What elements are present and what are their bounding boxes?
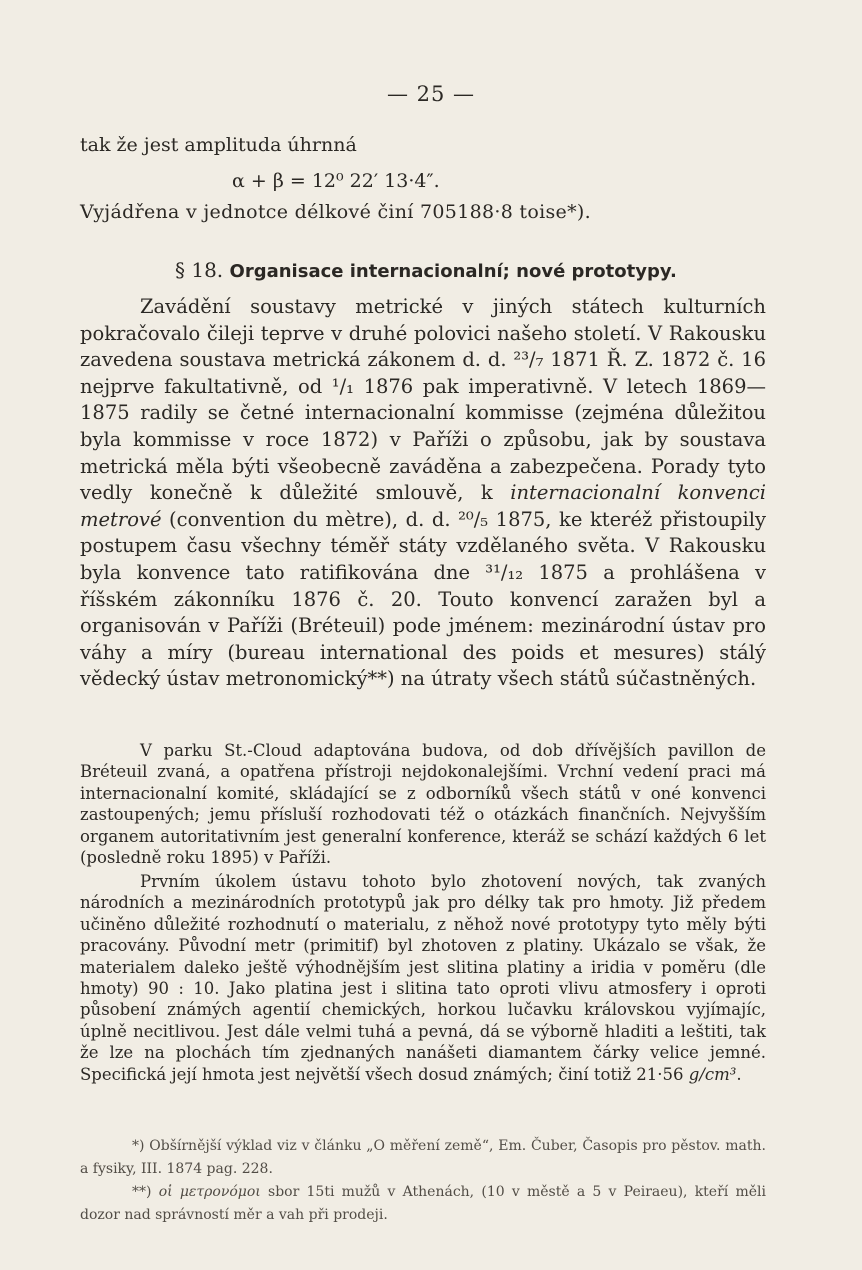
- paragraph-3: [80, 871, 766, 1085]
- paragraph-2: V parku St.-Cloud adaptována budova, od dob dřívějších pavillon de Bréteuil zvaná, a opatřena přístroji nejdokonalejšími. Vrchní vedení praci má internacionalní komité, skládající se z odborníků všech států v oné konvenci zastoupených; jemu přísluší rozhodovati též o otázkách finančních. Nejvyšším organem autoritativním jest generalní konference, kteráž se schází každých 6 let (posledně roku 1895) v Paříži.: [80, 741, 766, 868]
- intro-line: tak že jest amplituda úhrnná: [80, 134, 357, 156]
- footnote-2: [80, 1181, 766, 1227]
- expressed-line: Vyjádřena v jednotce délkové činí 705188·8 toise*).: [80, 201, 591, 223]
- paragraph-1-italic: internacionalní konvenci metrové: [80, 481, 766, 531]
- footnote-2-text: sbor 15ti mužů v Athenách, (10 v městě a 5 v Peiraeu), kteří měli dozor nad správností měr a vah při prodeji.: [80, 1184, 766, 1223]
- footnote-2-mark: **): [132, 1184, 159, 1200]
- section-heading: [175, 258, 677, 282]
- paragraph-3-unit: g/cm³: [688, 1064, 737, 1084]
- footnote-1: *) Obšírnější výklad viz v článku „O měření země“, Em. Čuber, Časopis pro pěstov. math. a fysiky, III. 1874 pag. 228.: [80, 1138, 766, 1177]
- formula: α + β = 12⁰ 22′ 13·4″.: [232, 170, 440, 192]
- paragraph-3-text-b: .: [736, 1064, 742, 1084]
- paragraph-1-text-b: (convention du mètre), d. d. ²⁰/₅ 1875, ke kteréž přistoupily postupem času všechny téměř státy vzdělaného světa. V Rakousku byla konvence tato ratifikována dne ³¹/₁₂ 1875 a prohlášena v říšském zákonníku 1876 č. 20. Touto konvencí zaražen byl a organisován v Paříži (Bréteuil) pode jménem: mezinárodní ústav pro váhy a míry (bureau international des poids et mesures) stálý vědecký ústav metronomický**) na útraty všech států súčastněných.: [80, 507, 766, 691]
- section-number: § 18.: [175, 258, 224, 282]
- paragraph-1-text-a: Zavádění soustavy metrické v jiných státech kulturních pokračovalo čileji teprve v druhé polovici našeho století. V Rakousku zavedena soustava metrická zákonem d. d. ²³/₇ 1871 Ř. Z. 1872 č. 16 nejprve fakultativně, od ¹/₁ 1876 pak imperativně. V letech 1869—1875 radily se četné internacionalní kommisse (zejména důležitou byla kommisse v roce 1872) v Paříži o způsobu, jak by soustava metrická měla býti všeobecně zaváděna a zabezpečena. Porady tyto vedly konečně k důležité smlouvě, k: [80, 295, 766, 505]
- paragraph-3-text-a: Prvním úkolem ústavu tohoto bylo zhotovení nových, tak zvaných národních a mezinárodních prototypů jak pro délky tak pro hmoty. Již předem učiněno důležité rozhodnutí o materialu, z něhož nové prototypy tyto měly býti pracovány. Původní metr (primitif) byl zhotoven z platiny. Ukázalo se však, že materialem daleko ještě výhodnějším jest slitina platiny a iridia v poměru (dle hmoty) 90 : 10. Jako platina jest i slitina tato oproti vlivu atmosfery i oproti působení známých agentií chemických, horkou lučavku královskou vyjímajíc, úplně necitlivou. Jest dále velmi tuhá a pevná, dá se výborně hladiti a leštiti, tak že lze na plochách tím zjednaných nanášeti diamantem čárky velice jemné. Specifická její hmota jest největší všech dosud známých; činí totiž 21·56: [80, 872, 766, 1084]
- footnote-2-greek: οἱ μετρονόμοι: [158, 1184, 261, 1200]
- paragraph-1: [80, 294, 766, 693]
- page-number: — 25 —: [386, 82, 476, 106]
- section-title: Organisace internacionalní; nové prototypy.: [229, 261, 677, 282]
